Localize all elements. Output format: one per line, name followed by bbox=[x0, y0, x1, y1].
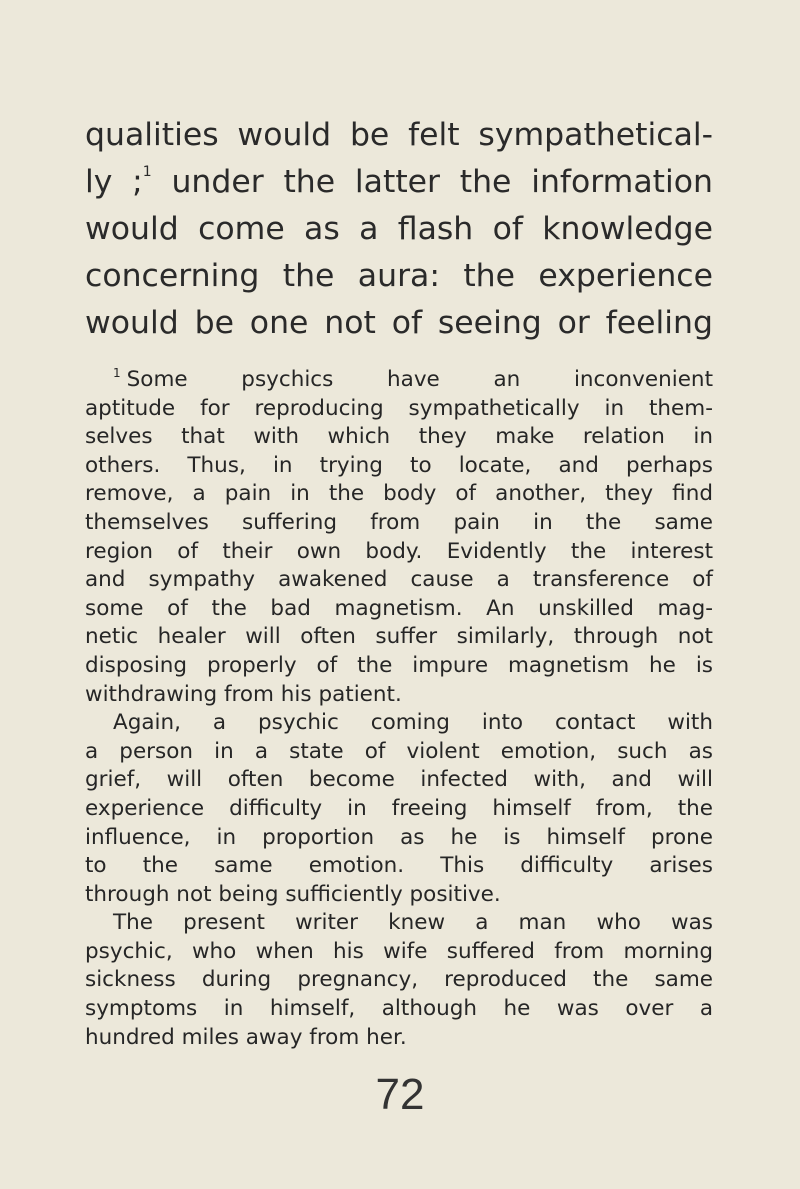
main-text-line: would come as a flash of knowledge bbox=[85, 211, 713, 247]
main-text-line-rest: under the latter the information bbox=[171, 164, 713, 200]
footnote-line: remove, a pain in the body of another, they find bbox=[85, 481, 713, 507]
footnote-line: experience difficulty in freeing himself from, the bbox=[85, 795, 713, 821]
main-text bbox=[85, 112, 713, 347]
page-number: 72 bbox=[375, 1070, 425, 1119]
footnote-line: aptitude for reproducing sympathetically in them- bbox=[85, 395, 713, 421]
footnote-line: and sympathy awakened cause a transference of bbox=[85, 567, 713, 593]
footnote-line: The present writer knew a man who was bbox=[113, 910, 713, 936]
footnote-line-text: Some psychics have an inconvenient bbox=[126, 367, 713, 392]
main-text-line: concerning the aura: the experience bbox=[85, 258, 713, 294]
footnote-line: influence, in proportion as he is himself prone bbox=[85, 824, 713, 850]
footnote-paragraph bbox=[85, 709, 713, 909]
footnote-line: through not being sufficiently positive. bbox=[85, 881, 501, 907]
footnote-line bbox=[85, 366, 713, 395]
footnote-line: psychic, who when his wife suffered from morning bbox=[85, 938, 713, 964]
footnote-line: grief, will often become infected with, and will bbox=[85, 767, 713, 793]
footnote-line: region of their own body. Evidently the interest bbox=[85, 538, 713, 564]
footnote-line: others. Thus, in trying to locate, and perhaps bbox=[85, 452, 713, 478]
footnote-line: themselves suffering from pain in the same bbox=[85, 509, 713, 535]
footnote-line: Again, a psychic coming into contact with bbox=[113, 710, 713, 736]
footnote-line: to the same emotion. This difficulty arises bbox=[85, 853, 713, 879]
footnote-line: selves that with which they make relation in bbox=[85, 424, 713, 450]
main-text-line bbox=[85, 159, 713, 206]
footnote-marker: 1 bbox=[113, 366, 121, 380]
main-text-line-prefix: ly ; bbox=[85, 164, 143, 200]
footnote-line: hundred miles away from her. bbox=[85, 1024, 407, 1050]
main-text-line: would be one not of seeing or feeling bbox=[85, 305, 713, 341]
footnote-line: sickness during pregnancy, reproduced the same bbox=[85, 967, 713, 993]
footnote-line: symptoms in himself, although he was over a bbox=[85, 996, 713, 1022]
footnote-paragraph bbox=[85, 366, 713, 709]
footnote-reference: 1 bbox=[142, 164, 152, 180]
footnote-line: withdrawing from his patient. bbox=[85, 681, 402, 707]
footnote-line: some of the bad magnetism. An unskilled mag- bbox=[85, 595, 713, 621]
footnote-paragraph bbox=[85, 909, 713, 1052]
footnote-block bbox=[85, 366, 713, 1052]
footnote-line: disposing properly of the impure magnetism he is bbox=[85, 652, 713, 678]
footnote-line: a person in a state of violent emotion, such as bbox=[85, 738, 713, 764]
footnote-line: netic healer will often suffer similarly, through not bbox=[85, 624, 713, 650]
main-text-line: qualities would be felt sympathetical- bbox=[85, 117, 713, 153]
